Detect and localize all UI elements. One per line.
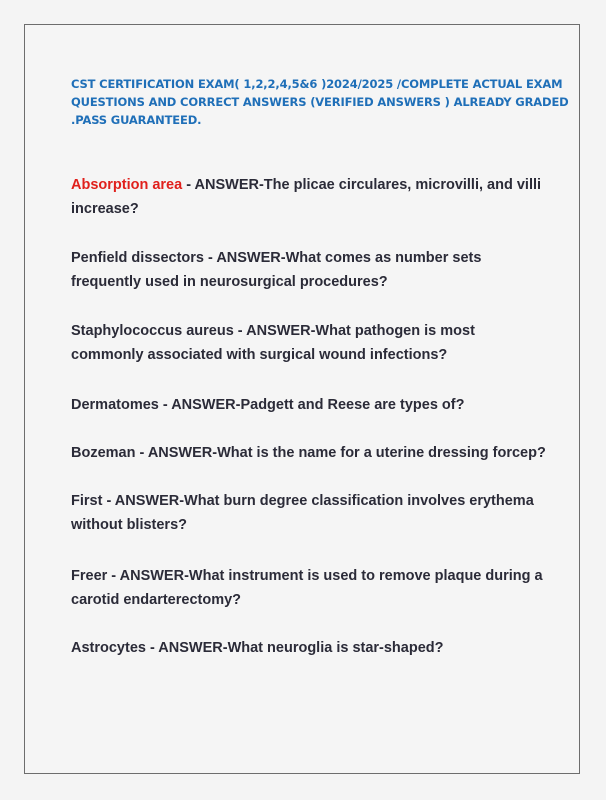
qa-answer: - ANSWER-Padgett and Reese are types of? bbox=[158, 397, 465, 413]
title-line-3: .PASS GUARANTEED. bbox=[71, 113, 202, 127]
qa-item-bozeman bbox=[71, 441, 551, 465]
qa-item-dermatomes bbox=[71, 393, 551, 417]
qa-answer: - ANSWER-What comes as number sets frequently used in neurosurgical procedures? bbox=[71, 250, 482, 290]
qa-answer: - ANSWER-The plicae circulares, microvilli, and villi increase? bbox=[71, 177, 542, 217]
qa-item-first bbox=[71, 489, 551, 537]
qa-answer: - ANSWER-What burn degree classification involves erythema without blisters? bbox=[71, 493, 534, 533]
qa-item-astrocytes bbox=[71, 636, 551, 660]
qa-answer: - ANSWER-What pathogen is most commonly associated with surgical wound infections? bbox=[71, 323, 475, 363]
qa-item-penfield-dissectors bbox=[71, 246, 551, 294]
qa-answer: - ANSWER-What neuroglia is star-shaped? bbox=[145, 640, 444, 656]
qa-item-freer bbox=[71, 564, 551, 612]
qa-term: Bozeman bbox=[71, 445, 136, 461]
qa-answer: - ANSWER-What instrument is used to remove plaque during a carotid endarterectomy? bbox=[71, 568, 543, 608]
qa-term: Staphylococcus aureus bbox=[71, 323, 234, 339]
qa-item-absorption-area bbox=[71, 173, 551, 221]
title-line-2: QUESTIONS AND CORRECT ANSWERS (VERIFIED ANSWERS ) ALREADY GRADED bbox=[71, 95, 569, 109]
qa-answer: - ANSWER-What is the name for a uterine dressing forcep? bbox=[135, 445, 546, 461]
document-title bbox=[71, 75, 569, 129]
qa-term: Absorption area bbox=[71, 177, 183, 193]
qa-term: First bbox=[71, 493, 103, 509]
qa-term: Dermatomes bbox=[71, 397, 159, 413]
title-line-1: CST CERTIFICATION EXAM( 1,2,2,4,5&6 )2024/2025 /COMPLETE ACTUAL EXAM bbox=[71, 77, 563, 91]
qa-term: Astrocytes bbox=[71, 640, 146, 656]
qa-item-staphylococcus-aureus bbox=[71, 319, 551, 367]
qa-term: Penfield dissectors bbox=[71, 250, 204, 266]
document-page bbox=[24, 24, 580, 774]
qa-term: Freer bbox=[71, 568, 108, 584]
